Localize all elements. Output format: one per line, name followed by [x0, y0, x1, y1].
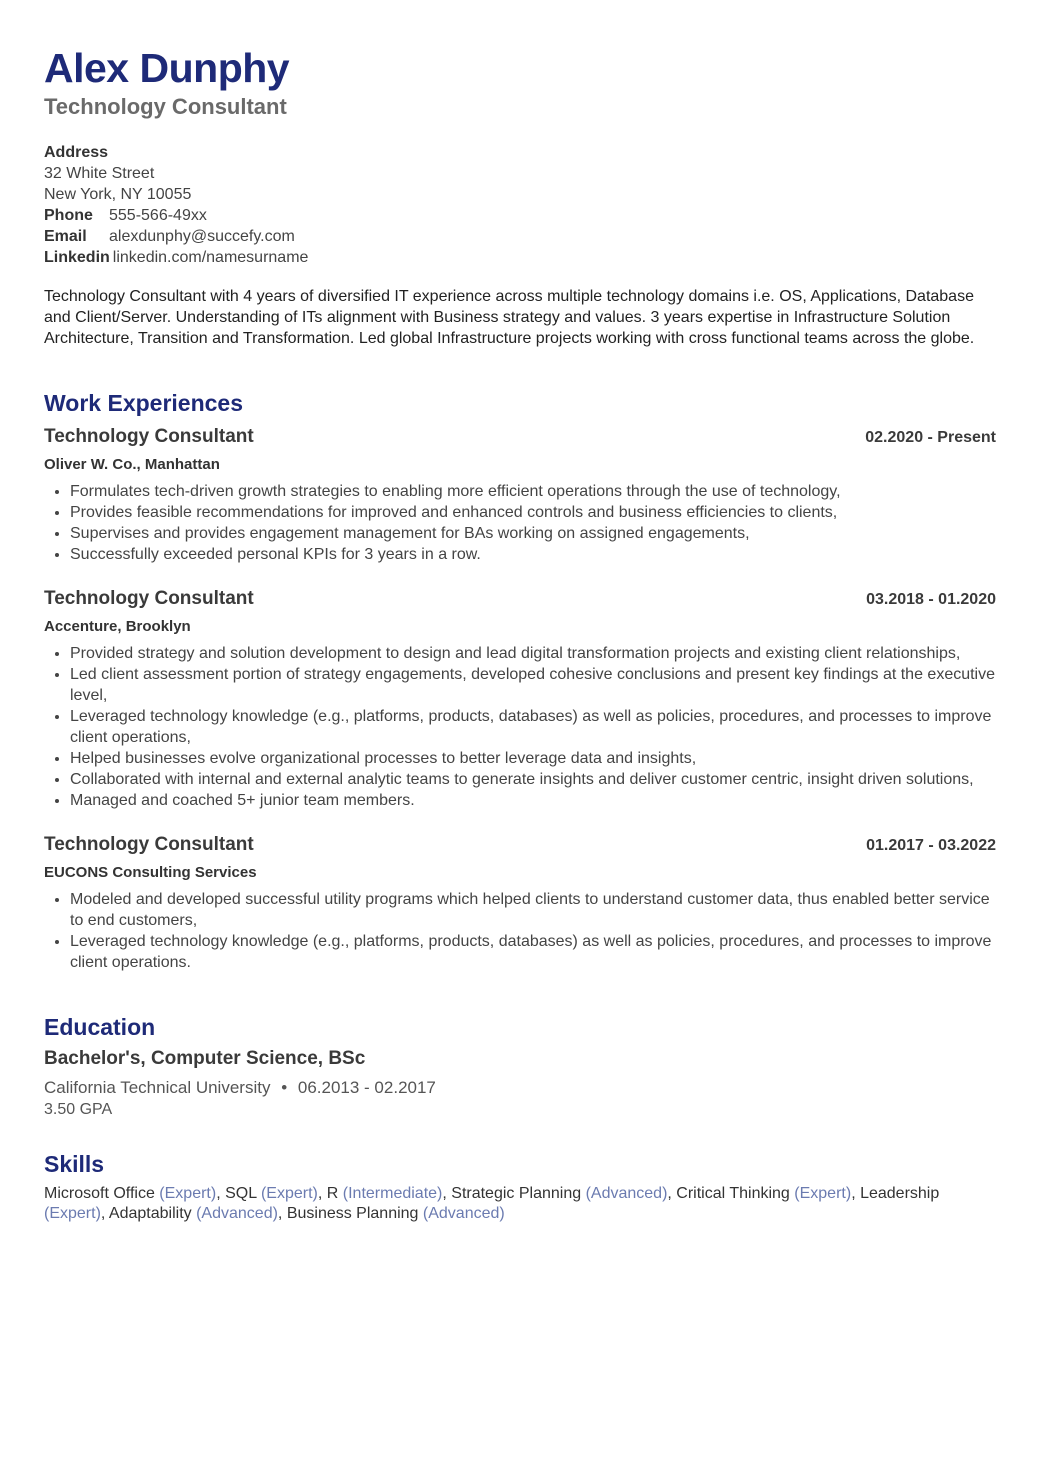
school-dates: 06.2013 - 02.2017 [297, 1078, 436, 1097]
education-section-title: Education [44, 1014, 156, 1040]
linkedin-label: Linkedin [44, 249, 110, 266]
contact-block [44, 142, 996, 268]
work-experience-section [44, 389, 996, 973]
job-header [44, 833, 996, 857]
skill-name: Adaptability [108, 1205, 192, 1222]
skill-name: Strategic Planning [451, 1185, 582, 1202]
address-line-1: 32 White Street [44, 165, 155, 182]
job-bullets [44, 481, 996, 565]
gpa: 3.50 GPA [44, 1101, 113, 1118]
skill-name: R [326, 1185, 339, 1202]
education-section [44, 1013, 996, 1120]
skills-section [44, 1150, 996, 1224]
job-bullet-item: • Successfully exceeded personal KPIs for 3 years in a row. [70, 544, 996, 565]
skill-level: (Advanced) [196, 1205, 278, 1222]
job-bullets [44, 643, 996, 811]
skill-level: (Expert) [794, 1185, 852, 1202]
skill-name: Microsoft Office [44, 1185, 155, 1202]
skill-level: (Expert) [260, 1185, 318, 1202]
work-section-title: Work Experiences [44, 390, 244, 416]
email-value[interactable]: alexdunphy@succefy.com [109, 228, 295, 245]
job-bullet-item: • Formulates tech-driven growth strategies to enabling more efficient operations through the use of technology, [70, 481, 996, 502]
skill-name: Business Planning [286, 1205, 419, 1222]
address-label: Address [44, 144, 109, 161]
school-name: California Technical University [44, 1078, 271, 1097]
job-entry [44, 833, 996, 973]
skill-name: Critical Thinking [676, 1185, 790, 1202]
job-dates: 02.2020 - Present [865, 429, 996, 446]
job-title: Technology Consultant [44, 834, 254, 855]
school-separator: • [281, 1078, 288, 1097]
job-header [44, 587, 996, 611]
job-bullet-item: • Collaborated with internal and external analytic teams to generate insights and deliver customer centric, insight driven solutions, [70, 769, 996, 790]
phone-label: Phone [44, 207, 93, 224]
job-entry [44, 587, 996, 811]
job-company: Oliver W. Co., Manhattan [44, 456, 220, 473]
phone-value: 555-566-49xx [109, 207, 207, 224]
job-list [44, 425, 996, 973]
skill-level: (Advanced) [422, 1205, 505, 1222]
candidate-name: Alex Dunphy [44, 45, 290, 91]
job-bullet-item: • Modeled and developed successful utility programs which helped clients to understand customer data, thus enabled better service to end customers, [70, 889, 996, 931]
resume-page [44, 44, 996, 1224]
skill-level: (Intermediate) [342, 1185, 443, 1202]
skills-section-title: Skills [44, 1151, 105, 1177]
job-bullet-item: • Led client assessment portion of strategy engagements, developed cohesive conclusions and present key findings at the executive level, [70, 664, 996, 706]
address-line-2: New York, NY 10055 [44, 186, 192, 203]
skill-level: (Advanced) [585, 1185, 668, 1202]
job-bullet-item: • Provided strategy and solution development to design and lead digital transformation projects and existing client relationships, [70, 643, 996, 664]
job-bullet-item: • Leveraged technology knowledge (e.g., platforms, products, databases) as well as policies, procedures, and processes to improve client operations, [70, 706, 996, 748]
linkedin-row [44, 247, 996, 268]
linkedin-value[interactable]: linkedin.com/namesurname [112, 249, 309, 266]
job-bullet-item: • Provides feasible recommendations for improved and enhanced controls and business efficiencies to clients, [70, 502, 996, 523]
job-header [44, 425, 996, 449]
job-company: EUCONS Consulting Services [44, 864, 257, 881]
candidate-headline: Technology Consultant [44, 94, 287, 119]
job-dates: 01.2017 - 03.2022 [866, 837, 996, 854]
school-line [44, 1077, 996, 1099]
degree: Bachelor's, Computer Science, BSc [44, 1048, 366, 1069]
skill-level: (Expert) [159, 1185, 217, 1202]
job-bullet-item: • Helped businesses evolve organizational processes to better leverage data and insights, [70, 748, 996, 769]
job-title: Technology Consultant [44, 426, 254, 447]
job-entry [44, 425, 996, 565]
job-bullet-item: • Leveraged technology knowledge (e.g., platforms, products, databases) as well as policies, procedures, and processes to improve client operations. [70, 931, 996, 973]
job-company: Accenture, Brooklyn [44, 618, 191, 635]
email-label: Email [44, 228, 87, 245]
skill-level: (Expert) [44, 1205, 101, 1222]
skills-list: Microsoft Office (Expert), SQL (Expert), R (Intermediate), Strategic Planning (Advanced), Critical Thinking (Expert), Leadership (Expert), Adaptability (Advanced), Business Planning (Advanced) [44, 1185, 940, 1222]
email-row [44, 226, 996, 247]
job-title: Technology Consultant [44, 588, 254, 609]
skill-name: Leadership [860, 1185, 940, 1202]
job-bullet-item: • Managed and coached 5+ junior team members. [70, 790, 996, 811]
skill-name: SQL [225, 1185, 257, 1202]
job-bullets [44, 889, 996, 973]
profile-summary: Technology Consultant with 4 years of diversified IT experience across multiple technology domains i.e. OS, Applications, Database and Client/Server. Understanding of ITs alignment with Business strategy and values. 3 years expertise in Infrastructure Solution Architecture, Transition and Transformation. Led global Infrastructure projects working with cross functional teams across the globe. [44, 288, 975, 347]
phone-row [44, 205, 996, 226]
job-dates: 03.2018 - 01.2020 [866, 591, 996, 608]
job-bullet-item: • Supervises and provides engagement management for BAs working on assigned engagements, [70, 523, 996, 544]
